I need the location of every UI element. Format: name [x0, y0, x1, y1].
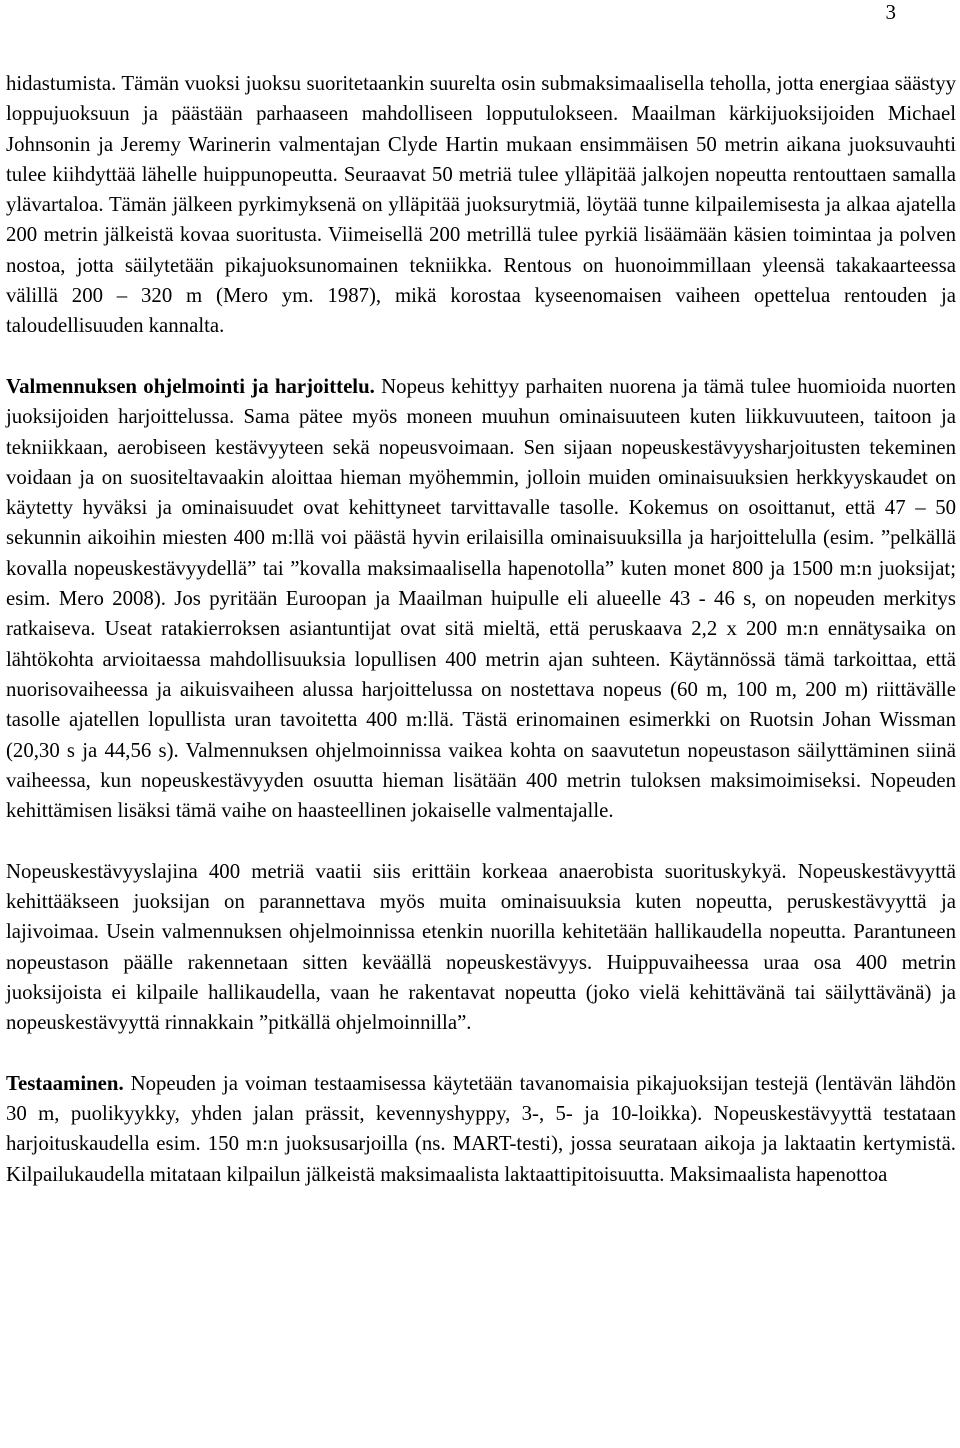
paragraph-programming: [6, 372, 956, 826]
section-heading-testing: Testaaminen.: [6, 1071, 124, 1095]
paragraph-intro: [6, 69, 956, 342]
paragraph-spacer: [6, 342, 956, 372]
page-number: 3: [885, 0, 896, 24]
paragraph-testing: [6, 1069, 956, 1190]
paragraph-text: Nopeus kehittyy parhaiten nuorena ja tämä tulee huomioida nuorten juoksijoiden harjoittelussa. Sama pätee myös moneen muuhun ominaisuuteen kuten liikkuvuuteen, taitoon ja tekniikkaan, aerobiseen kestävyyteen sekä nopeusvoimaan. Sen sijaan nopeuskestävyysharjoitusten tekeminen voidaan ja on suositeltavaakin aloittaa hieman myöhemmin, jolloin muiden ominaisuuksien herkkyyskaudet on käytetty hyväksi ja ominaisuudet ovat kehittyneet tarvittavalle tasolle. Kokemus on osoittanut, että 47 – 50 sekunnin aikoihin miesten 400 m:llä voi päästä hyvin erilaisilla ominaisuuksilla ja harjoittelulla (esim. ”pelkällä kovalla nopeuskestävyydellä” tai ”kovalla maksimaalisella hapenotolla” kuten monet 800 ja 1500 m:n juoksijat; esim. Mero 2008). Jos pyritään Euroopan ja Maailman huipulle eli alueelle 43 - 46 s, on nopeuden merkitys ratkaiseva. Useat ratakierroksen asiantuntijat ovat sitä mieltä, että peruskaava 2,2 x 200 m:n ennätysaika on lähtökohta arvioitaessa mahdollisuuksia lopullisen 400 metrin ajan suhteen. Käytännössä tämä tarkoittaa, että nuorisovaiheessa ja aikuisvaiheen alussa harjoittelussa on nostettava nopeus (60 m, 100 m, 200 m) riittävälle tasolle ajatellen lopullista uran tavoitetta 400 m:llä. Tästä erinomainen esimerkki on Ruotsin Johan Wissman (20,30 s ja 44,56 s). Valmennuksen ohjelmoinnissa vaikea kohta on saavutetun nopeustason säilyttäminen siinä vaiheessa, kun nopeuskestävyyden osuutta hieman lisätään 400 metrin tuloksen maksimoimiseksi. Nopeuden kehittämisen lisäksi tämä vaihe on haasteellinen jokaiselle valmentajalle.: [6, 374, 956, 823]
paragraph-spacer: [6, 826, 956, 856]
section-heading-programming: Valmennuksen ohjelmointi ja harjoittelu.: [6, 374, 375, 398]
paragraph-spacer: [6, 1039, 956, 1069]
paragraph-text: Nopeuskestävyyslajina 400 metriä vaatii siis erittäin korkeaa anaerobista suorituskykyä. Nopeuskestävyyttä kehittääkseen juoksijan on parannettava myös muita ominaisuuksia kuten nopeutta, peruskestävyyttä ja lajivoimaa. Usein valmennuksen ohjelmoinnissa etenkin nuorilla kehitetään hallikaudella nopeutta. Parantuneen nopeustason päälle rakennetaan sitten keväällä nopeuskestävyys. Huippuvaiheessa uraa osa 400 metrin juoksijoista ei kilpaile hallikaudella, vaan he rakentavat nopeutta (joko vielä kehittävänä tai säilyttävänä) ja nopeuskestävyyttä rinnakkain ”pitkällä ohjelmoinnilla”.: [6, 859, 956, 1035]
document-body: [6, 69, 956, 1190]
paragraph-speed-endurance: [6, 857, 956, 1039]
paragraph-text: hidastumista. Tämän vuoksi juoksu suoritetaankin suurelta osin submaksimaalisella teholla, jotta energiaa säästyy loppujuoksuun ja päästään parhaaseen mahdolliseen lopputulokseen. Maailman kärkijuoksijoiden Michael Johnsonin ja Jeremy Warinerin valmentajan Clyde Hartin mukaan ensimmäisen 50 metrin aikana juoksuvauhti tulee kiihdyttää lähelle huippunopeutta. Seuraavat 50 metriä tulee ylläpitää jalkojen nopeutta rentouttaen samalla ylävartaloa. Tämän jälkeen pyrkimyksenä on ylläpitää juoksurytmiä, löytää tunne kilpailemisesta ja alkaa ajatella 200 metrin jälkeistä kovaa suoritusta. Viimeisellä 200 metrillä tulee pyrkiä lisäämään käsien toimintaa ja polven nostoa, jotta säilytetään pikajuoksunomainen tekniikka. Rentous on huonoimmillaan yleensä takakaarteessa välillä 200 – 320 m (Mero ym. 1987), mikä korostaa kyseenomaisen vaiheen opettelua rentouden ja taloudellisuuden kannalta.: [6, 72, 956, 338]
paragraph-text: Nopeuden ja voiman testaamisessa käytetään tavanomaisia pikajuoksijan testejä (lentävän lähdön 30 m, puolikyykky, yhden jalan prässit, kevennyshyppy, 3-, 5- ja 10-loikka). Nopeuskestävyyttä testataan harjoituskaudella esim. 150 m:n juoksusarjoilla (ns. MART-testi), jossa seurataan aikoja ja laktaatin kertymistä. Kilpailukaudella mitataan kilpailun jälkeistä maksimaalista laktaattipitoisuutta. Maksimaalista hapenottoa: [6, 1071, 956, 1186]
